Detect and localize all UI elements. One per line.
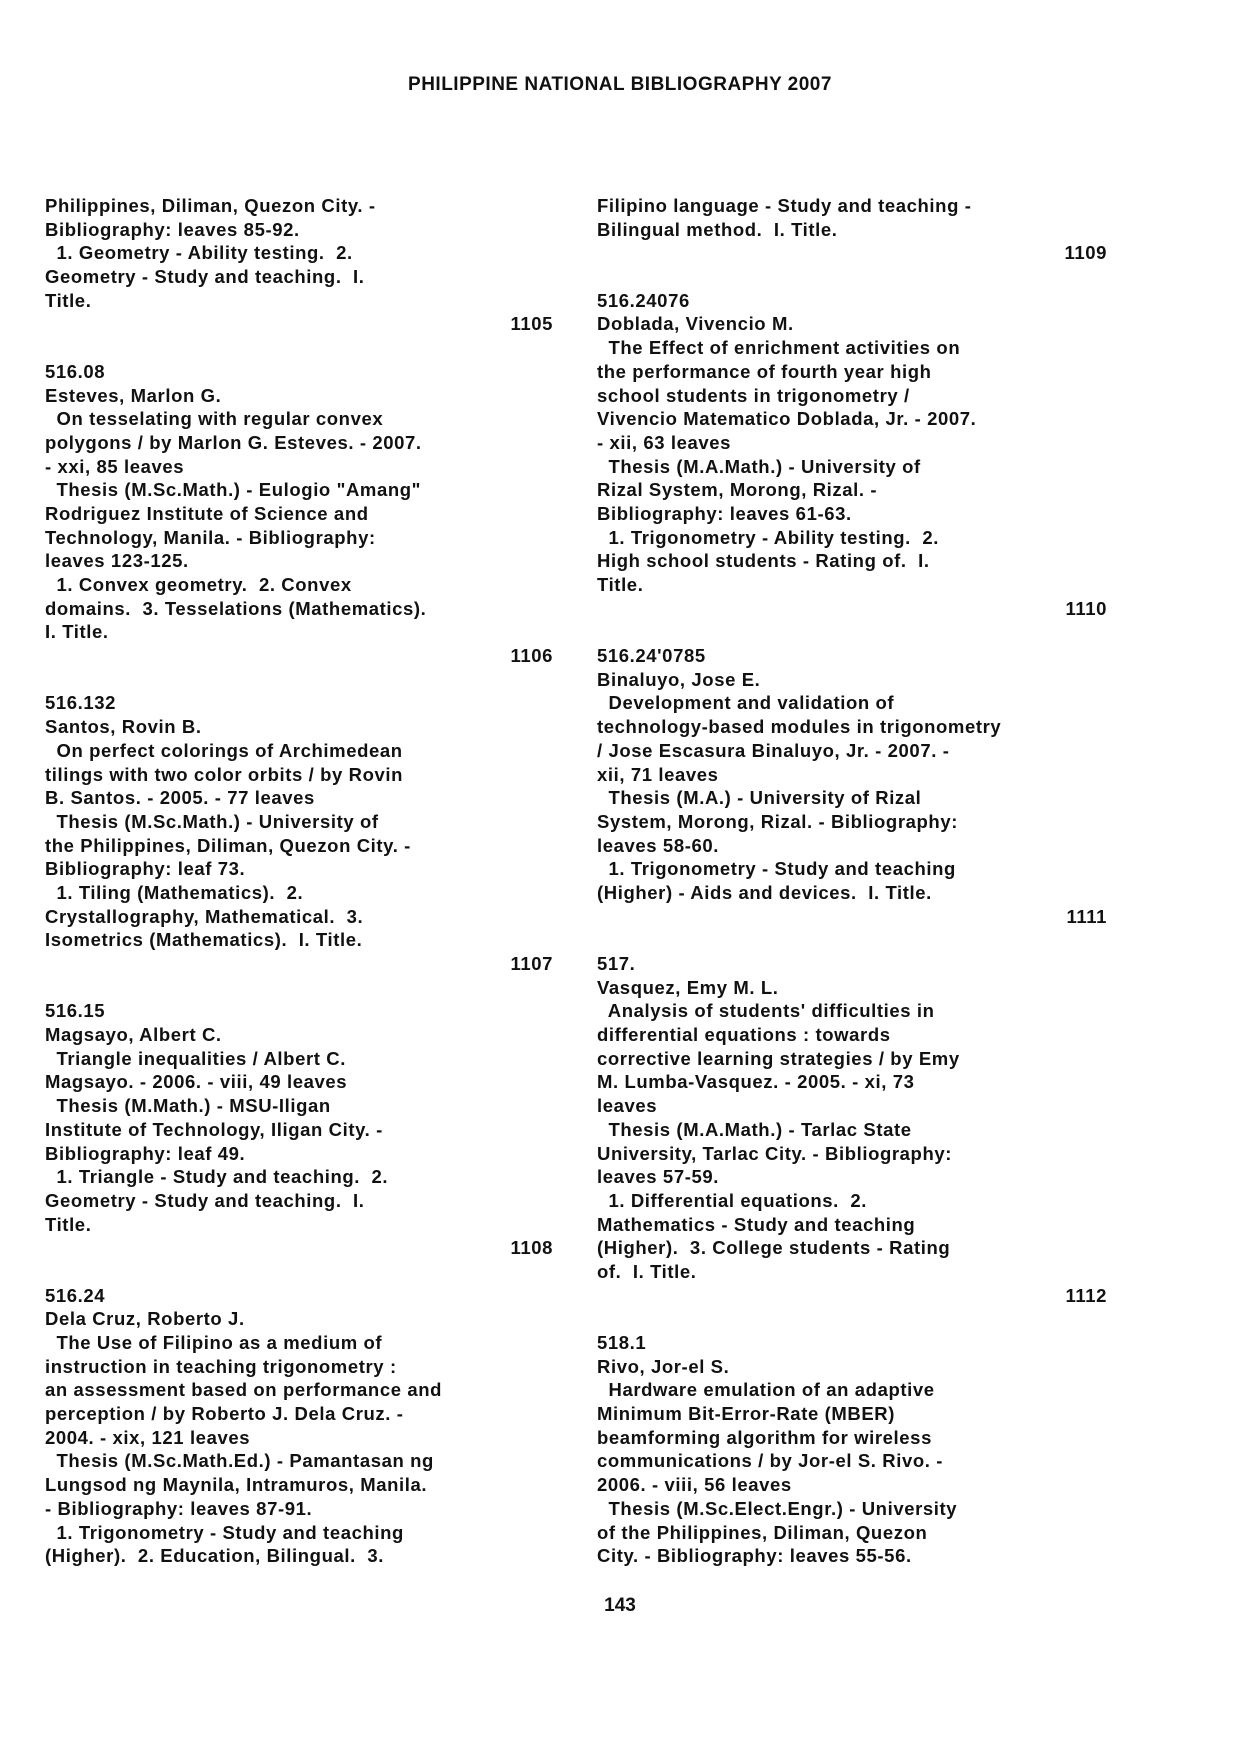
text-line: 516.24 bbox=[45, 1284, 106, 1306]
text-line: City. - Bibliography: leaves 55-56. bbox=[597, 1545, 912, 1567]
text-line: 1. Tiling (Mathematics). 2. bbox=[45, 881, 304, 903]
text-line: the Philippines, Diliman, Quezon City. - bbox=[45, 834, 411, 856]
text-line: University, Tarlac City. - Bibliography: bbox=[597, 1142, 953, 1164]
text-line: instruction in teaching trigonometry : bbox=[45, 1355, 397, 1377]
text-line: 516.15 bbox=[45, 1000, 106, 1022]
text-line: High school students - Rating of. I. bbox=[597, 550, 930, 572]
text-line: Minimum Bit-Error-Rate (MBER) bbox=[597, 1403, 895, 1425]
text-line: Lungsod ng Maynila, Intramuros, Manila. bbox=[45, 1474, 428, 1496]
text-line: 517. bbox=[597, 953, 636, 974]
text-line: 1. Trigonometry - Ability testing. 2. bbox=[597, 526, 939, 548]
text-line: Hardware emulation of an adaptive bbox=[597, 1379, 935, 1401]
text-line: Magsayo. - 2006. - viii, 49 leaves bbox=[45, 1071, 348, 1093]
text-line: Geometry - Study and teaching. I. bbox=[45, 266, 365, 288]
page-number: 143 bbox=[604, 1595, 636, 1616]
text-line: 516.132 bbox=[45, 692, 117, 714]
text-line: Vivencio Matematico Doblada, Jr. - 2007. bbox=[597, 408, 977, 430]
text-line: differential equations : towards bbox=[597, 1024, 891, 1046]
text-line: Magsayo, Albert C. bbox=[45, 1024, 222, 1046]
blank-line bbox=[597, 1307, 1107, 1331]
text-line: Thesis (M.A.Math.) - Tarlac State bbox=[597, 1118, 912, 1140]
text-line: Mathematics - Study and teaching bbox=[597, 1213, 916, 1235]
text-line: 2004. - xix, 121 leaves bbox=[45, 1426, 251, 1448]
text-line: school students in trigonometry / bbox=[597, 384, 910, 406]
text-line: Philippines, Diliman, Quezon City. - bbox=[45, 195, 376, 216]
text-line: 518.1 bbox=[597, 1332, 647, 1353]
text-line: Title. bbox=[45, 1213, 92, 1235]
text-line: tilings with two color orbits / by Rovin bbox=[45, 763, 404, 785]
text-line: Binaluyo, Jose E. bbox=[597, 668, 761, 690]
text-line: Title. bbox=[45, 289, 92, 311]
text-line: leaves 123-125. bbox=[45, 550, 189, 572]
text-line: the performance of fourth year high bbox=[597, 360, 932, 382]
text-line: The Effect of enrichment activities on bbox=[597, 337, 961, 359]
blank-line bbox=[597, 620, 1107, 644]
text-line: communications / by Jor-el S. Rivo. - bbox=[597, 1450, 944, 1472]
text-line: Geometry - Study and teaching. I. bbox=[45, 1189, 365, 1211]
text-line: M. Lumba-Vasquez. - 2005. - xi, 73 bbox=[597, 1071, 915, 1093]
blank-line bbox=[45, 336, 553, 360]
text-line: Thesis (M.A.) - University of Rizal bbox=[597, 787, 922, 809]
text-line: polygons / by Marlon G. Esteves. - 2007. bbox=[45, 431, 422, 453]
text-line: Development and validation of bbox=[597, 692, 895, 714]
text-line: Dela Cruz, Roberto J. bbox=[45, 1308, 245, 1330]
text-line: Triangle inequalities / Albert C. bbox=[45, 1047, 346, 1069]
text-line: xii, 71 leaves bbox=[597, 763, 719, 785]
text-line: The Use of Filipino as a medium of bbox=[45, 1332, 383, 1353]
blank-line bbox=[597, 928, 1107, 952]
text-line: 516.24076 bbox=[597, 289, 690, 311]
right-column bbox=[597, 194, 1107, 1568]
text-line: 1. Trigonometry - Study and teaching bbox=[45, 1521, 404, 1543]
text-line: 516.24'0785 bbox=[597, 645, 706, 667]
entry-number: 1109 bbox=[1064, 242, 1107, 264]
text-line: On perfect colorings of Archimedean bbox=[45, 739, 403, 761]
text-line: leaves bbox=[597, 1095, 658, 1117]
text-line: 2006. - viii, 56 leaves bbox=[597, 1474, 792, 1496]
text-line: Thesis (M.Sc.Math.Ed.) - Pamantasan ng bbox=[45, 1450, 434, 1472]
text-line: System, Morong, Rizal. - Bibliography: bbox=[597, 810, 958, 832]
text-line: Bibliography: leaf 49. bbox=[45, 1142, 246, 1164]
text-line: - xxi, 85 leaves bbox=[45, 455, 185, 477]
text-line: Isometrics (Mathematics). I. Title. bbox=[45, 929, 363, 951]
text-line: B. Santos. - 2005. - 77 leaves bbox=[45, 787, 315, 809]
text-line: beamforming algorithm for wireless bbox=[597, 1426, 932, 1448]
text-line: technology-based modules in trigonometry bbox=[597, 716, 1002, 738]
text-line: (Higher) - Aids and devices. I. Title. bbox=[597, 881, 932, 903]
text-line: Institute of Technology, Iligan City. - bbox=[45, 1118, 383, 1140]
left-column bbox=[45, 194, 553, 1568]
entry-number: 1111 bbox=[1066, 905, 1107, 927]
text-line: Thesis (M.Sc.Elect.Engr.) - University bbox=[597, 1497, 958, 1519]
text-line: Thesis (M.A.Math.) - University of bbox=[597, 455, 921, 477]
text-line: Thesis (M.Math.) - MSU-Iligan bbox=[45, 1095, 331, 1117]
text-line: Crystallography, Mathematical. 3. bbox=[45, 905, 364, 927]
text-line: Rivo, Jor-el S. bbox=[597, 1355, 730, 1377]
text-line: Technology, Manila. - Bibliography: bbox=[45, 526, 376, 548]
text-line: 516.08 bbox=[45, 360, 106, 382]
text-line: Filipino language - Study and teaching - bbox=[597, 195, 972, 216]
entry-number: 1106 bbox=[510, 645, 553, 667]
page-header: PHILIPPINE NATIONAL BIBLIOGRAPHY 2007 bbox=[408, 74, 832, 95]
text-line: On tesselating with regular convex bbox=[45, 408, 384, 430]
text-line: Rodriguez Institute of Science and bbox=[45, 502, 369, 524]
entry-number: 1110 bbox=[1065, 597, 1107, 619]
text-line: - Bibliography: leaves 87-91. bbox=[45, 1497, 313, 1519]
text-line: Doblada, Vivencio M. bbox=[597, 313, 794, 335]
text-line: (Higher). 3. College students - Rating bbox=[597, 1237, 951, 1259]
text-line: 1. Triangle - Study and teaching. 2. bbox=[45, 1166, 389, 1188]
text-line: an assessment based on performance and bbox=[45, 1379, 443, 1401]
text-line: - xii, 63 leaves bbox=[597, 431, 732, 453]
text-line: Bibliography: leaves 85-92. bbox=[45, 218, 300, 240]
text-line: 1. Trigonometry - Study and teaching bbox=[597, 858, 956, 880]
text-line: Santos, Rovin B. bbox=[45, 716, 202, 738]
text-line: of. I. Title. bbox=[597, 1260, 697, 1282]
text-line: Bilingual method. I. Title. bbox=[597, 218, 838, 240]
text-line: of the Philippines, Diliman, Quezon bbox=[597, 1521, 928, 1543]
entry-number: 1107 bbox=[510, 953, 553, 974]
text-line: Title. bbox=[597, 574, 644, 595]
text-line: corrective learning strategies / by Emy bbox=[597, 1047, 960, 1069]
entry-number: 1112 bbox=[1065, 1284, 1107, 1306]
text-line: Thesis (M.Sc.Math.) - University of bbox=[45, 810, 379, 832]
blank-line bbox=[45, 1260, 553, 1284]
blank-line bbox=[45, 976, 553, 1000]
text-line: (Higher). 2. Education, Bilingual. 3. bbox=[45, 1545, 384, 1567]
text-line: 1. Geometry - Ability testing. 2. bbox=[45, 242, 353, 264]
text-line: leaves 57-59. bbox=[597, 1166, 719, 1188]
text-line: domains. 3. Tesselations (Mathematics). bbox=[45, 597, 427, 619]
text-line: perception / by Roberto J. Dela Cruz. - bbox=[45, 1403, 404, 1425]
text-line: leaves 58-60. bbox=[597, 834, 719, 856]
text-line: Bibliography: leaf 73. bbox=[45, 858, 246, 880]
text-line: Rizal System, Morong, Rizal. - bbox=[597, 479, 878, 501]
text-line: I. Title. bbox=[45, 621, 109, 643]
text-line: Analysis of students' difficulties in bbox=[597, 1000, 935, 1022]
text-line: 1. Differential equations. 2. bbox=[597, 1189, 868, 1211]
text-line: Bibliography: leaves 61-63. bbox=[597, 502, 852, 524]
text-line: Esteves, Marlon G. bbox=[45, 384, 222, 406]
text-line: / Jose Escasura Binaluyo, Jr. - 2007. - bbox=[597, 739, 950, 761]
entry-number: 1105 bbox=[510, 313, 553, 335]
entry-number: 1108 bbox=[510, 1237, 553, 1259]
text-line: Vasquez, Emy M. L. bbox=[597, 976, 779, 998]
text-line: Thesis (M.Sc.Math.) - Eulogio "Amang" bbox=[45, 479, 422, 501]
blank-line bbox=[597, 265, 1107, 289]
text-line: 1. Convex geometry. 2. Convex bbox=[45, 574, 352, 595]
blank-line bbox=[45, 668, 553, 692]
